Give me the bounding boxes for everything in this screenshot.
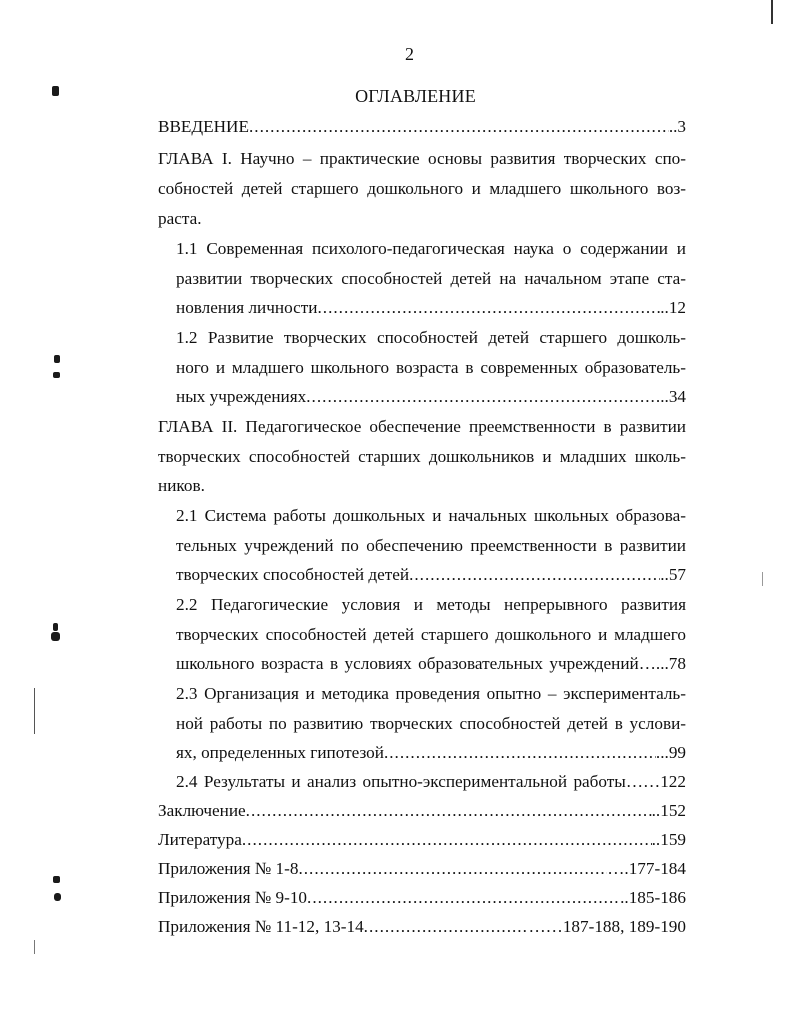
scan-line [762,572,763,586]
toc-entry-page: ……187-188, 189-190 [528,917,686,936]
scan-line [771,0,773,24]
toc-entry-page: ..12 [660,298,686,317]
scan-line [34,940,35,954]
toc-section-2-4-line: 2.4 Результаты и анализ опытно-экспериментальной работы……122 [176,772,686,791]
toc-entry-label: Литература [158,830,242,849]
toc-section-2-1-line: тельных учреждений по обеспечению преемственности в развитии [176,536,686,555]
toc-chapter-2-line: ГЛАВА II. Педагогическое обеспечение преемственности в развитии [158,417,686,436]
toc-entry-page: ..3 [668,117,686,136]
scan-mark [53,623,58,631]
toc-section-2-2-line: творческих способностей детей старшего дошкольного и младшего [176,625,686,644]
toc-section-1-2-line: ных учреждениях ..... ..34 [176,387,686,407]
toc-chapter-1-line: собностей детей старшего дошкольного и младшего школьного воз- [158,179,686,198]
toc-entry-intro [158,117,686,137]
toc-section-1-2-line: 1.2 Развитие творческих способностей детей старшего дошколь- [176,328,686,347]
toc-section-2-2-line: школьного возраста в условиях образовательных учреждений…...78 [176,654,686,673]
toc-section-2-3-line: ной работы по развитию творческих способностей детей в услови- [176,714,686,733]
toc-entry-page: ...99 [655,743,686,762]
toc-entry-conclusion [158,801,686,821]
toc-entry-label: Приложения № 1-8 [158,859,299,878]
toc-entry-label: Заключение [158,801,246,820]
toc-chapter-1-line: ГЛАВА I. Научно – практические основы развития творческих спо- [158,149,686,168]
toc-section-2-2-line: 2.2 Педагогические условия и методы непрерывного развития [176,595,686,614]
toc-section-1-2-line: ного и младшего школьного возраста в современных образователь- [176,358,686,377]
toc-entry-label: Приложения № 11-12, 13-14 [158,917,364,936]
toc-section-1-1-line: развитии творческих способностей детей на начальном этапе ста- [176,269,686,288]
scan-line [34,688,35,734]
toc-section-2-1-line: 2.1 Система работы дошкольных и начальных школьных образова- [176,506,686,525]
toc-entry-page: ..57 [660,565,686,584]
toc-entry-appendix-9-10 [158,888,686,908]
toc-entry-appendix-11-14 [158,917,686,937]
toc-entry-label: Приложения № 9-10 [158,888,308,907]
scan-mark [54,893,61,901]
toc-entry-page: ….177-184 [607,859,686,878]
scan-mark [53,372,60,378]
toc-title: ОГЛАВЛЕНИЕ [355,86,476,106]
toc-entry-page: ..159 [651,830,686,849]
scan-mark [51,632,60,641]
toc-section-1-1-line: 1.1 Современная психолого-педагогическая наука о содержании и [176,239,686,258]
toc-entry-literature [158,830,686,850]
toc-entry-page: ..34 [660,387,686,406]
toc-entry-page: ..185-186 [620,888,686,907]
toc-section-2-3-line: 2.3 Организация и методика проведения опытно – эксперименталь- [176,684,686,703]
toc-chapter-1-line: раста. [158,209,202,228]
scan-mark [53,876,60,883]
scan-mark [52,86,59,96]
toc-section-2-1-line: творческих способностей детей ..... ..57 [176,565,686,585]
scan-mark [54,355,60,363]
toc-section-1-1-line: новления личности ..... ..12 [176,298,686,318]
toc-chapter-2-line: ников. [158,476,205,495]
page-number: 2 [405,44,414,64]
toc-chapter-2-line: творческих способностей старших дошкольников и младших школь- [158,447,686,466]
toc-entry-appendix-1-8 [158,859,686,879]
toc-entry-label: ВВЕДЕНИЕ [158,117,249,136]
toc-section-2-3-line: ях, определенных гипотезой ..... ...99 [176,743,686,763]
toc-entry-page: ..152 [651,801,686,820]
